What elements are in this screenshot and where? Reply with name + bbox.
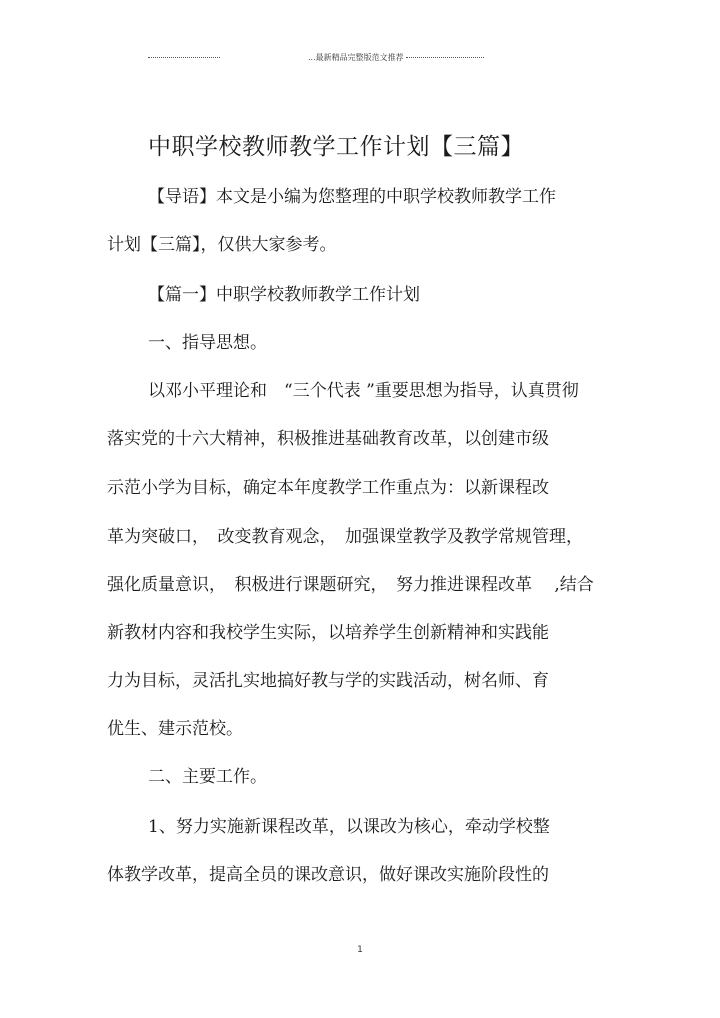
body-line: 体教学改革，提高全员的课改意识，做好课改实施阶段性的: [107, 865, 549, 885]
page-number: 1: [357, 945, 363, 955]
header-dotted-rule-left: [148, 57, 220, 58]
body-line: 计划【三篇】，仅供大家参考。: [107, 235, 337, 255]
body-line: 示范小学为目标，确定本年度教学工作重点为：以新课程改: [107, 478, 549, 498]
body-line: 力为目标，灵活扎实地搞好教与学的实践活动，树名师、育: [107, 671, 549, 691]
body-line: 【导语】本文是小编为您整理的中职学校教师教学工作: [148, 187, 556, 207]
body-line: 强化质量意识， 积极进行课题研究， 努力推进课程改革 ,结合: [107, 575, 594, 595]
body-line: 1、努力实施新课程改革，以课改为核心，牵动学校整: [148, 817, 550, 837]
section-heading: 二、主要工作。: [148, 767, 267, 787]
page-header: [148, 50, 484, 64]
body-line: 以邓小平理论和 “三个代表 ”重要思想为指导，认真贯彻: [148, 381, 579, 401]
body-line: 落实党的十六大精神，积极推进基础教育改革，以创建市级: [107, 429, 549, 449]
document-title: 中职学校教师教学工作计划【三篇】: [148, 134, 524, 160]
section-heading: 【篇一】中职学校教师教学工作计划: [148, 285, 420, 305]
body-line: 优生、建示范校。: [107, 719, 243, 739]
header-text: ...最新精品完整版范文推荐: [308, 52, 404, 62]
body-line: 新教材内容和我校学生实际，以培养学生创新精神和实践能: [107, 623, 549, 643]
header-dotted-rule-right: [406, 57, 484, 58]
section-heading: 一、指导思想。: [148, 333, 267, 353]
body-line: 革为突破口， 改变教育观念， 加强课堂教学及教学常规管理，: [107, 527, 583, 547]
